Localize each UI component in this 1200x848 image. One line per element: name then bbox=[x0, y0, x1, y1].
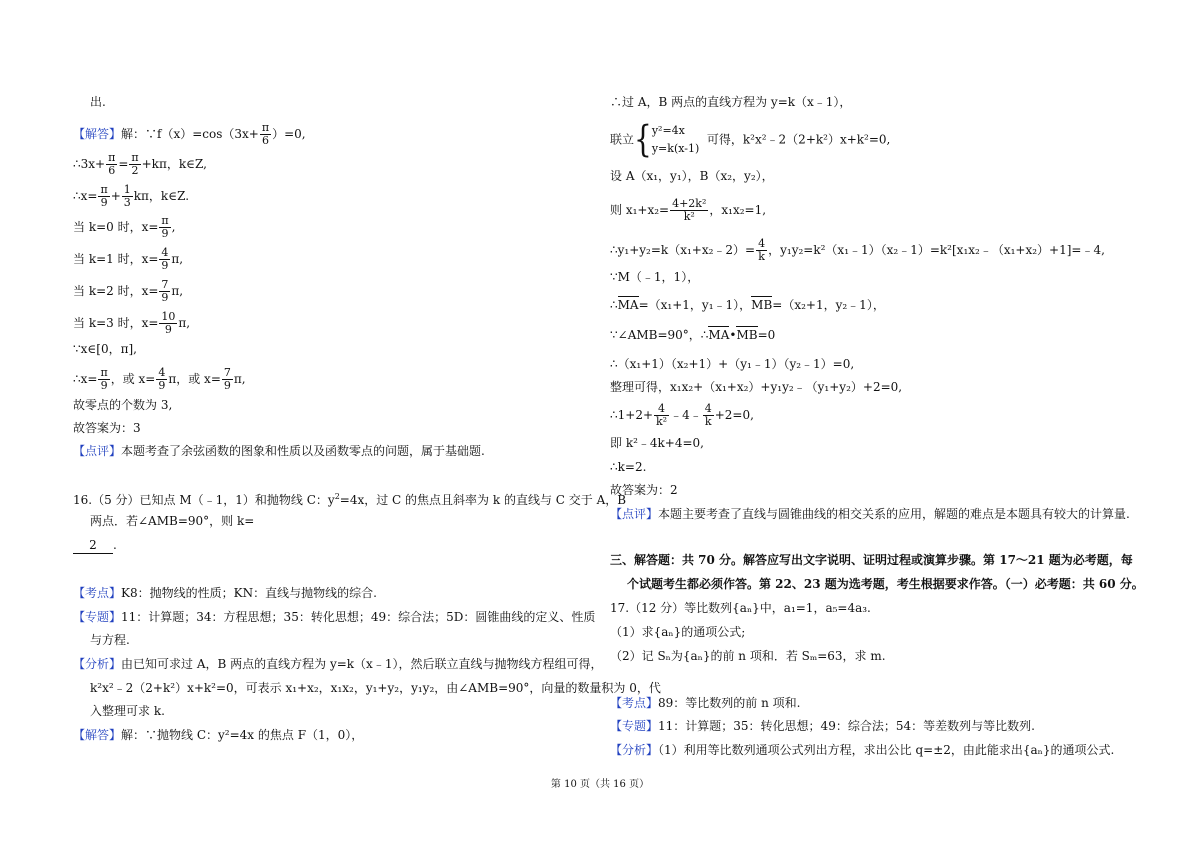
page-footer: 第 10 页（共 16 页） bbox=[550, 779, 650, 790]
equation-line: 则 x₁+x₂= $\frac{\text{4+2k²}}{\text{k²}}$ ，x₁x₂=1, bbox=[610, 197, 767, 223]
kaodian-tag: 【考点】 bbox=[73, 586, 122, 600]
text-line: 与方程. bbox=[90, 633, 130, 647]
fraction: $\frac{\pi}{6}$ bbox=[261, 121, 270, 147]
equation-system: y²=4x y=k(x-1) bbox=[651, 124, 700, 155]
fenxi-line: 【分析】由已知可求过 A，B 两点的直线方程为 y=k（x﹣1），然后联立直线与抛物线方程组可得， bbox=[73, 657, 603, 671]
text-line: ∵x∈[0，π], bbox=[73, 342, 137, 356]
answer-blank: 2 . bbox=[73, 537, 117, 554]
text-line: k²x²﹣2（2+k²）x+k²=0，可表示 x₁+x₂，x₁x₂，y₁+y₂，y₁y₂，由∠AMB=90°，向量的数量积为 0，代 bbox=[90, 681, 661, 695]
question-16-cont: 两点．若∠AMB=90°，则 k= bbox=[90, 514, 255, 528]
equation-line: 当 k=3 时，x= $\frac{10}{9}$ π, bbox=[73, 310, 191, 336]
kaodian-line: 【考点】K8：抛物线的性质；KN：直线与抛物线的综合. bbox=[73, 586, 377, 600]
vector-mb: MB bbox=[751, 298, 773, 312]
comment-tag: 【点评】 bbox=[610, 507, 659, 521]
vector-ma: MA bbox=[617, 298, 639, 312]
question-16: 16.（5 分）已知点 M（﹣1，1）和抛物线 C：$y^2=4x$，过 C 的焦点且斜率为 k 的直线与 C 交于 A，B bbox=[73, 492, 627, 507]
text-line: ∴（x₁+1）（x₂+1）+（y₁﹣1）（y₂﹣1）=0, bbox=[610, 357, 855, 371]
comment-line: 【点评】本题考查了余弦函数的图象和性质以及函数零点的问题，属于基础题. bbox=[73, 444, 485, 458]
question-17-part2: （2）记 Sₙ为{aₙ}的前 n 项和．若 Sₘ=63，求 m. bbox=[610, 649, 886, 663]
comment-line: 【点评】本题主要考查了直线与圆锥曲线的相交关系的应用，解题的难点是本题具有较大的计算量. bbox=[610, 507, 1130, 521]
fenxi-line: 【分析】（1）利用等比数列通项公式列出方程，求出公比 q=±2，由此能求出{aₙ}的通项公式. bbox=[610, 743, 1115, 757]
text-line: 即 k²﹣4k+4=0, bbox=[610, 436, 704, 450]
equation-line: 当 k=2 时，x= $\frac{7}{9}$ π, bbox=[73, 278, 184, 304]
fenxi-tag: 【分析】 bbox=[73, 657, 122, 671]
zhuanti-tag: 【专题】 bbox=[610, 719, 659, 733]
zhuanti-line: 【专题】11：计算题；34：方程思想；35：转化思想；49：综合法；5D：圆锥曲线的定义、性质 bbox=[73, 610, 596, 624]
question-17: 17.（12 分）等比数列{aₙ}中，a₁=1，a₅=4a₃. bbox=[610, 601, 871, 615]
system-line: 联立{ y²=4x y=k(x-1) 可得，k²x²﹣2（2+k²）x+k²=0, bbox=[610, 117, 891, 161]
text-line: 故答案为：2 bbox=[610, 483, 678, 497]
text-line: ∴k=2. bbox=[610, 460, 647, 474]
solution-tag: 【解答】 bbox=[73, 127, 122, 141]
question-17-part1: （1）求{aₙ}的通项公式; bbox=[610, 625, 746, 639]
equation-line: 当 k=1 时，x= $\frac{4}{9}$ π, bbox=[73, 246, 184, 272]
section-heading-cont: 个试题考生都必须作答。第 22、23 题为选考题，考生根据要求作答。（一）必考题：共 60 分。 bbox=[627, 577, 1144, 591]
kaodian-line: 【考点】89：等比数列的前 n 项和. bbox=[610, 696, 801, 710]
vector-line: ∴MA=（x₁+1，y₁﹣1），MB=（x₂+1，y₂﹣1）， bbox=[610, 298, 885, 312]
zhuanti-tag: 【专题】 bbox=[73, 610, 122, 624]
text-line: 入整理可求 k. bbox=[90, 704, 165, 718]
text-line: 出. bbox=[90, 95, 106, 109]
text-line: 故零点的个数为 3, bbox=[73, 398, 173, 412]
text: 解：∵f（x）=cos（3x+ bbox=[121, 127, 259, 141]
kaodian-tag: 【考点】 bbox=[610, 696, 659, 710]
equation-line: ∴3x+ $\frac{\pi}{6}$ = $\frac{\pi}{2}$ +kπ，k∈Z, bbox=[73, 151, 207, 177]
equation-line: ∴y₁+y₂=k（x₁+x₂﹣2）= $\frac{4}{k}$ ，y₁y₂=k²（x₁﹣1）（x₂﹣1）=k²[x₁x₂﹣（x₁+x₂）+1]=﹣4, bbox=[610, 237, 1105, 263]
text-line: ∵M（﹣1，1）， bbox=[610, 270, 700, 284]
text-line: 故答案为：3 bbox=[73, 421, 141, 435]
solution-tag: 【解答】 bbox=[73, 728, 122, 742]
text-line: ∴过 A，B 两点的直线方程为 y=k（x﹣1）， bbox=[610, 95, 852, 109]
text-line: 整理可得，x₁x₂+（x₁+x₂）+y₁y₂﹣（y₁+y₂）+2=0, bbox=[610, 380, 903, 394]
vector-line: ∵∠AMB=90°，∴MA•MB=0 bbox=[610, 328, 776, 342]
fenxi-tag: 【分析】 bbox=[610, 743, 659, 757]
text-line: 设 A（x₁，y₁），B（x₂，y₂）， bbox=[610, 169, 774, 183]
equation-line: ∴x= $\frac{\pi}{9}$ + $\frac{1}{3}$ kπ，k∈Z. bbox=[73, 183, 190, 209]
text: ）=0, bbox=[272, 127, 306, 141]
equation-line: 当 k=0 时，x= $\frac{\pi}{9}$ , bbox=[73, 214, 176, 240]
section-heading: 三、解答题：共 70 分。解答应写出文字说明、证明过程或演算步骤。第 17～21 题为必考题，每 bbox=[610, 553, 1133, 567]
zhuanti-line: 【专题】11：计算题；35：转化思想；49：综合法；54：等差数列与等比数列. bbox=[610, 719, 1035, 733]
comment-tag: 【点评】 bbox=[73, 444, 122, 458]
equation-line: ∴1+2+ $\frac{4}{\text{k²}}$ ﹣4﹣ $\frac{4}{k}$ +2=0, bbox=[610, 402, 754, 428]
equation-line: ∴x= $\frac{\pi}{9}$ ，或 x= $\frac{4}{9}$ π，或 x= $\frac{7}{9}$ π, bbox=[73, 366, 246, 392]
solution-line: 【解答】解：∵抛物线 C：y²=4x 的焦点 F（1，0）， bbox=[73, 728, 364, 742]
vector-mb: MB bbox=[736, 328, 758, 342]
vector-ma: MA bbox=[708, 328, 730, 342]
solution-line bbox=[73, 122, 306, 147]
